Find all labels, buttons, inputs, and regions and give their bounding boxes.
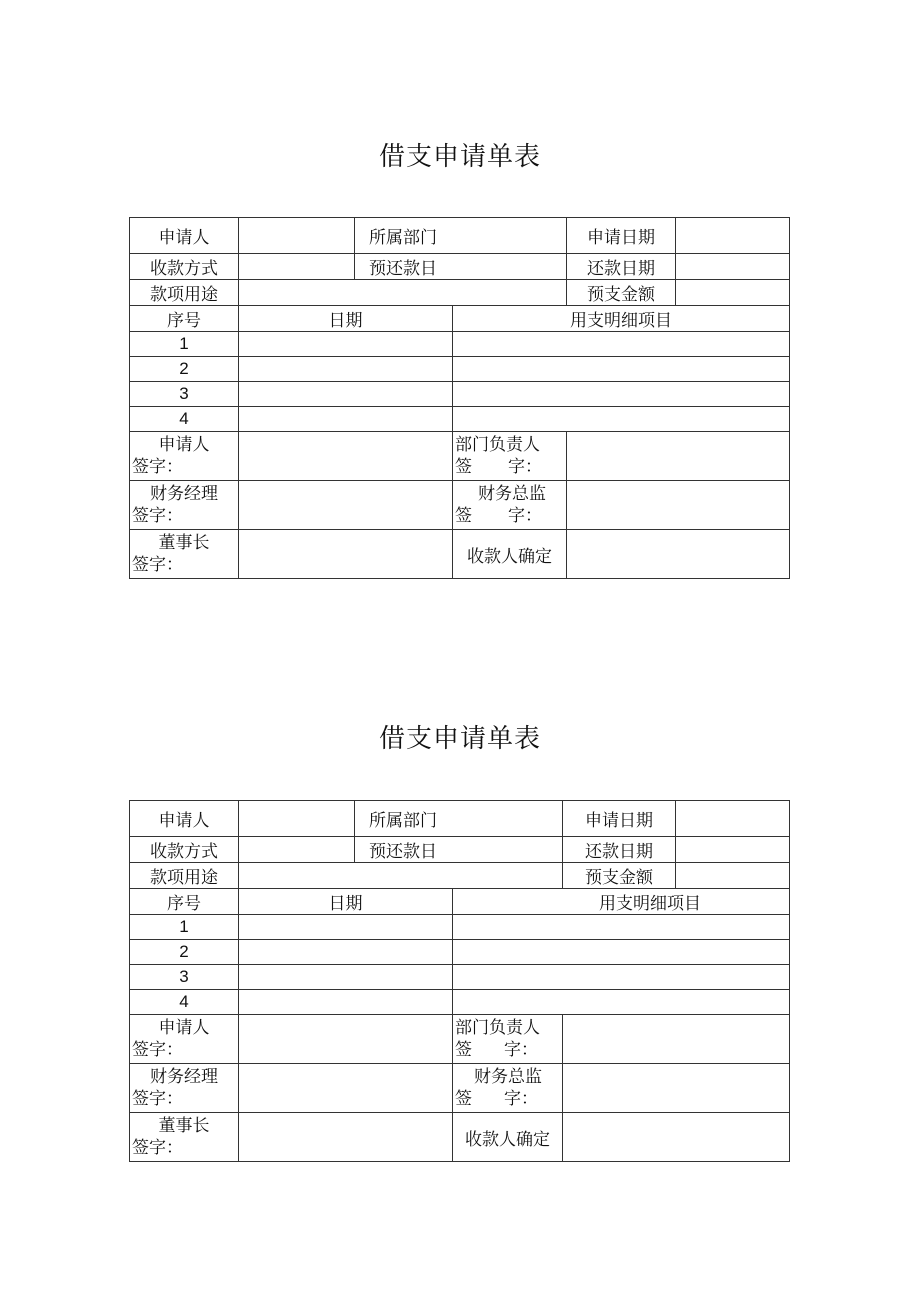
loan-request-form bbox=[129, 217, 790, 579]
expected-repay-day-label: 预还款日 bbox=[355, 254, 567, 280]
chairman-sign-field[interactable] bbox=[239, 1113, 453, 1162]
col-detail-header: 用支明细项目 bbox=[453, 889, 790, 915]
finance-dir-sign-line2a: 签 bbox=[455, 1089, 472, 1109]
payment-method-field[interactable] bbox=[239, 837, 355, 863]
finance-dir-sign-line1: 财务总监 bbox=[474, 1067, 542, 1087]
row-date-field[interactable] bbox=[239, 357, 453, 382]
dept-head-sign-label bbox=[453, 432, 567, 481]
row-detail-field[interactable] bbox=[453, 915, 790, 940]
row-date-field[interactable] bbox=[239, 382, 453, 407]
chairman-sign-line1: 董事长 bbox=[158, 533, 210, 553]
payment-method-label: 收款方式 bbox=[130, 254, 239, 280]
repay-date-label: 还款日期 bbox=[567, 254, 676, 280]
advance-amount-label: 预支金额 bbox=[567, 280, 676, 306]
repay-date-label: 还款日期 bbox=[563, 837, 676, 863]
finance-mgr-sign-line2: 签字： bbox=[132, 1089, 183, 1109]
row-number: 3 bbox=[130, 965, 239, 990]
finance-mgr-sign-label bbox=[130, 1064, 239, 1113]
col-no-header: 序号 bbox=[130, 306, 239, 332]
payee-confirm-label: 收款人确定 bbox=[453, 1113, 563, 1162]
chairman-sign-line2: 签字： bbox=[132, 1138, 183, 1158]
applicant-sign-line2: 签字： bbox=[132, 1040, 183, 1060]
chairman-sign-label bbox=[130, 1113, 239, 1162]
finance-dir-sign-line2b: 字： bbox=[508, 506, 542, 526]
department-label: 所属部门 bbox=[355, 801, 563, 837]
row-number: 2 bbox=[130, 940, 239, 965]
apply-date-field[interactable] bbox=[676, 801, 790, 837]
form-title: 借支申请单表 bbox=[378, 142, 541, 172]
finance-dir-sign-line1: 财务总监 bbox=[478, 484, 546, 504]
payee-confirm-field[interactable] bbox=[567, 530, 790, 579]
row-number: 4 bbox=[130, 990, 239, 1015]
chairman-sign-label bbox=[130, 530, 239, 579]
applicant-label: 申请人 bbox=[130, 801, 239, 837]
col-date-header: 日期 bbox=[239, 306, 453, 332]
applicant-label: 申请人 bbox=[130, 218, 239, 254]
col-no-header: 序号 bbox=[130, 889, 239, 915]
applicant-sign-label bbox=[130, 1015, 239, 1064]
row-date-field[interactable] bbox=[239, 332, 453, 357]
purpose-label: 款项用途 bbox=[130, 863, 239, 889]
applicant-sign-line1: 申请人 bbox=[158, 1018, 210, 1038]
applicant-sign-line1: 申请人 bbox=[158, 435, 210, 455]
dept-head-sign-line2b: 字： bbox=[504, 1040, 538, 1060]
row-detail-field[interactable] bbox=[453, 382, 790, 407]
applicant-sign-label bbox=[130, 432, 239, 481]
applicant-sign-line2: 签字： bbox=[132, 457, 183, 477]
finance-mgr-sign-line1: 财务经理 bbox=[150, 1067, 218, 1087]
advance-amount-field[interactable] bbox=[676, 280, 790, 306]
payment-method-label: 收款方式 bbox=[130, 837, 239, 863]
chairman-sign-line1: 董事长 bbox=[158, 1116, 210, 1136]
repay-date-field[interactable] bbox=[676, 254, 790, 280]
row-date-field[interactable] bbox=[239, 965, 453, 990]
payee-confirm-field[interactable] bbox=[563, 1113, 790, 1162]
row-detail-field[interactable] bbox=[453, 990, 790, 1015]
payment-method-field[interactable] bbox=[239, 254, 355, 280]
row-detail-field[interactable] bbox=[453, 332, 790, 357]
department-label: 所属部门 bbox=[355, 218, 567, 254]
purpose-label: 款项用途 bbox=[130, 280, 239, 306]
finance-dir-sign-label bbox=[453, 481, 567, 530]
applicant-sign-field[interactable] bbox=[239, 1015, 453, 1064]
advance-amount-label: 预支金额 bbox=[563, 863, 676, 889]
applicant-field[interactable] bbox=[239, 801, 355, 837]
payee-confirm-label: 收款人确定 bbox=[453, 530, 567, 579]
finance-mgr-sign-line2: 签字： bbox=[132, 506, 183, 526]
dept-head-sign-line1: 部门负责人 bbox=[455, 1018, 540, 1038]
row-number: 3 bbox=[130, 382, 239, 407]
dept-head-sign-label bbox=[453, 1015, 563, 1064]
dept-head-sign-field[interactable] bbox=[563, 1015, 790, 1064]
row-detail-field[interactable] bbox=[453, 940, 790, 965]
row-detail-field[interactable] bbox=[453, 357, 790, 382]
row-number: 4 bbox=[130, 407, 239, 432]
expected-repay-day-label: 预还款日 bbox=[355, 837, 563, 863]
finance-dir-sign-label bbox=[453, 1064, 563, 1113]
apply-date-label: 申请日期 bbox=[563, 801, 676, 837]
applicant-field[interactable] bbox=[239, 218, 355, 254]
repay-date-field[interactable] bbox=[676, 837, 790, 863]
row-date-field[interactable] bbox=[239, 915, 453, 940]
finance-mgr-sign-field[interactable] bbox=[239, 481, 453, 530]
finance-dir-sign-line2b: 字： bbox=[504, 1089, 538, 1109]
finance-dir-sign-field[interactable] bbox=[563, 1064, 790, 1113]
dept-head-sign-line1: 部门负责人 bbox=[455, 435, 540, 455]
purpose-field[interactable] bbox=[239, 280, 567, 306]
apply-date-field[interactable] bbox=[676, 218, 790, 254]
row-date-field[interactable] bbox=[239, 940, 453, 965]
row-date-field[interactable] bbox=[239, 407, 453, 432]
row-date-field[interactable] bbox=[239, 990, 453, 1015]
finance-mgr-sign-line1: 财务经理 bbox=[150, 484, 218, 504]
applicant-sign-field[interactable] bbox=[239, 432, 453, 481]
row-number: 2 bbox=[130, 357, 239, 382]
dept-head-sign-line2a: 签 bbox=[455, 1040, 472, 1060]
purpose-field[interactable] bbox=[239, 863, 563, 889]
chairman-sign-field[interactable] bbox=[239, 530, 453, 579]
dept-head-sign-line2a: 签 bbox=[455, 457, 472, 477]
finance-mgr-sign-field[interactable] bbox=[239, 1064, 453, 1113]
form-title: 借支申请单表 bbox=[378, 724, 541, 754]
row-detail-field[interactable] bbox=[453, 965, 790, 990]
advance-amount-field[interactable] bbox=[676, 863, 790, 889]
dept-head-sign-field[interactable] bbox=[567, 432, 790, 481]
row-detail-field[interactable] bbox=[453, 407, 790, 432]
dept-head-sign-line2b: 字： bbox=[508, 457, 542, 477]
loan-request-form bbox=[129, 800, 790, 1162]
chairman-sign-line2: 签字： bbox=[132, 555, 183, 575]
finance-dir-sign-field[interactable] bbox=[567, 481, 790, 530]
finance-mgr-sign-label bbox=[130, 481, 239, 530]
col-date-header: 日期 bbox=[239, 889, 453, 915]
row-number: 1 bbox=[130, 332, 239, 357]
apply-date-label: 申请日期 bbox=[567, 218, 676, 254]
col-detail-header: 用支明细项目 bbox=[453, 306, 790, 332]
finance-dir-sign-line2a: 签 bbox=[455, 506, 472, 526]
row-number: 1 bbox=[130, 915, 239, 940]
